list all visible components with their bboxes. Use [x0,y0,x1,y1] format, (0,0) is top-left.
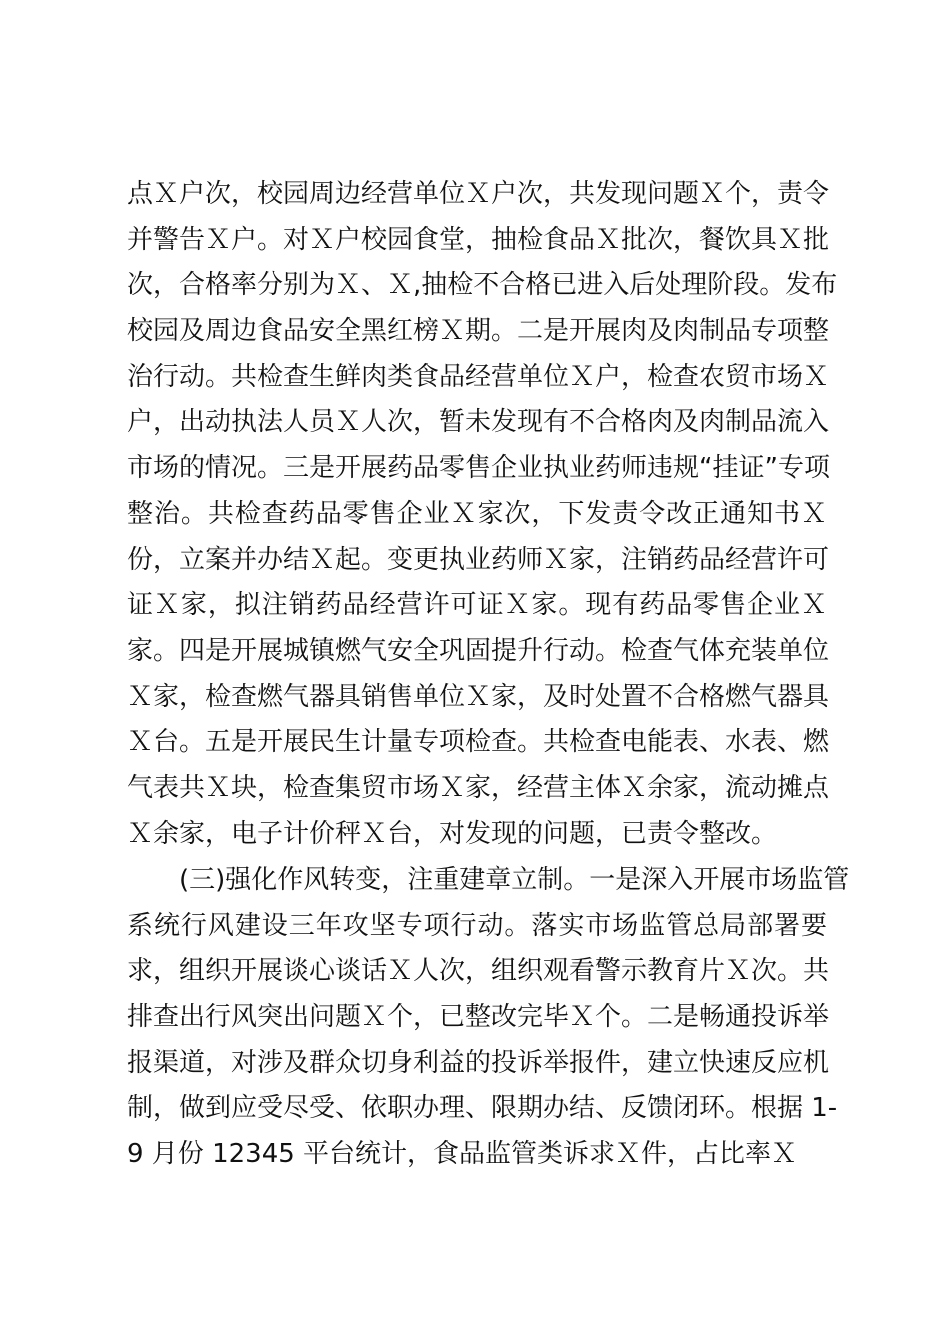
text-line: 排查出行风突出问题Ｘ个，已整改完毕Ｘ个。二是畅通投诉举 [127,1002,830,1033]
text-line: 点Ｘ户次，校园周边经营单位Ｘ户次，共发现问题Ｘ个，责令 [127,179,830,209]
paragraph-1 [127,172,838,857]
text-line: 报渠道，对涉及群众切身利益的投诉举报件，建立快速反应机 [127,1047,830,1078]
text-line: 系统行风建设三年攻坚专项行动。落实市场监管总局部署要 [127,910,827,941]
text-line: 制，做到应受尽受、依职办理、限期办结、反馈闭环。根据 1- [127,1093,838,1124]
text-line: 求，组织开展谈心谈话Ｘ人次，组织观看警示教育片Ｘ次。共 [127,956,830,987]
text-line: 市场的情况。三是开展药品零售企业执业药师违规“挂证”专项 [127,453,830,484]
text-line: Ｘ余家，电子计价秤Ｘ台，对发现的问题，已责令整改。 [127,818,778,849]
text-line: 并警告Ｘ户。对Ｘ户校园食堂，抽检食品Ｘ批次，餐饮具Ｘ批 [127,224,830,255]
text-line: 气表共Ｘ块，检查集贸市场Ｘ家，经营主体Ｘ余家，流动摊点 [127,772,830,803]
text-line: 9 月份 12345 平台统计，食品监管类诉求Ｘ件，占比率Ｘ [127,1139,798,1170]
text-line: 次，合格率分别为Ｘ、Ｘ,抽检不合格已进入后处理阶段。发布 [127,270,838,301]
text-line: Ｘ家，检查燃气器具销售单位Ｘ家，及时处置不合格燃气器具 [127,681,830,712]
text-line: 证Ｘ家，拟注销药品经营许可证Ｘ家。现有药品零售企业Ｘ [127,590,827,621]
text-line: (三)强化作风转变，注重建章立制。一是深入开展市场监管 [179,865,850,895]
text-line: 整治。共检查药品零售企业Ｘ家次，下发责令改正通知书Ｘ [127,498,827,529]
text-line: 户，出动执法人员Ｘ人次，暂未发现有不合格肉及肉制品流入 [127,407,830,438]
text-line: 份，立案并办结Ｘ起。变更执业药师Ｘ家，注销药品经营许可 [127,544,830,575]
text-line: 校园及周边食品安全黑红榜Ｘ期。二是开展肉及肉制品专项整 [127,316,830,347]
paragraph-2 [127,858,850,1178]
text-line: Ｘ台。五是开展民生计量专项检查。共检查电能表、水表、燃 [127,727,830,758]
text-line: 家。四是开展城镇燃气安全巩固提升行动。检查气体充装单位 [127,635,830,666]
text-line: 治行动。共检查生鲜肉类食品经营单位Ｘ户，检查农贸市场Ｘ [127,361,830,392]
